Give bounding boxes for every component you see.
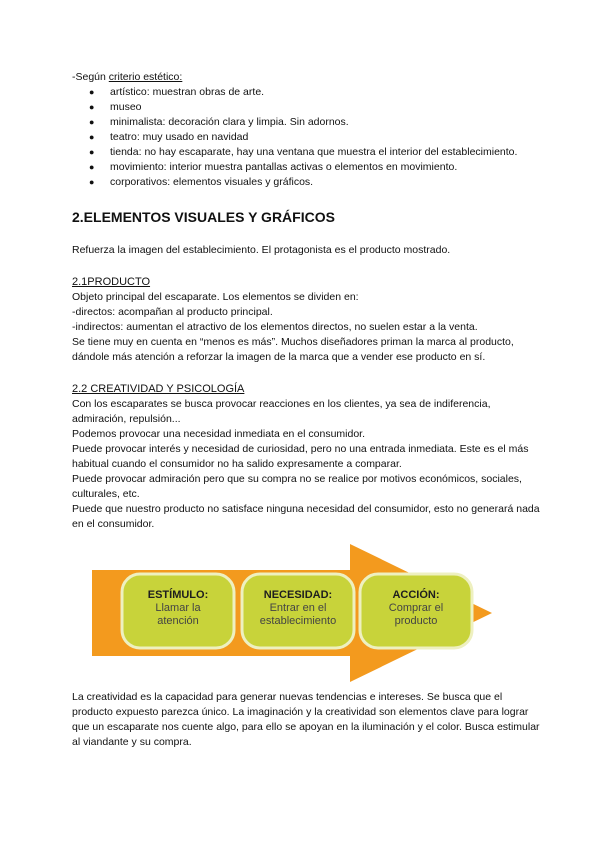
box-line: Entrar en el	[269, 602, 327, 614]
list-item	[72, 130, 542, 145]
box-line: producto	[394, 615, 438, 627]
list-item-text: corporativos: elementos visuales y gráficos.	[110, 176, 314, 188]
list-item-text: minimalista: decoración clara y limpia. Sin adornos.	[110, 116, 349, 128]
list-item	[72, 145, 542, 160]
section-2-1-line: Objeto principal del escaparate. Los elementos se dividen en:	[72, 291, 359, 303]
diagram-box-estimulo	[126, 578, 230, 644]
bullet-icon: ●	[89, 102, 95, 112]
section-2-intro: Refuerza la imagen del establecimiento. El protagonista es el producto mostrado.	[72, 244, 451, 256]
list-item-text: teatro: muy usado en navidad	[110, 131, 249, 143]
box-line: atención	[157, 615, 199, 627]
bullet-icon: ●	[89, 147, 95, 157]
section-2-1-line: -indirectos: aumentan el atractivo de los elementos directos, no suelen estar a la venta.	[72, 321, 478, 333]
section-2-1-heading: 2.1PRODUCTO	[72, 276, 151, 288]
stimulus-action-diagram	[72, 544, 542, 682]
criterio-prefix: -Según	[72, 71, 109, 83]
section-2-1-line: Se tiene muy en cuenta en “menos es más”. Muchos diseñadores priman la marca al producto, dándole más atención a reforzar la imagen de la marca que a vender ese producto en sí.	[72, 336, 514, 363]
box-line: establecimiento	[259, 615, 337, 627]
section-2-2-line: Podemos provocar una necesidad inmediata en el consumidor.	[72, 428, 366, 440]
box-title: ACCIÓN:	[392, 589, 440, 601]
diagram-box-accion	[364, 578, 468, 644]
list-item	[72, 85, 542, 100]
bullet-icon: ●	[89, 177, 95, 187]
section-2-2-line: Con los escaparates se busca provocar reacciones en los clientes, ya sea de indiferencia, admiración, repulsión...	[72, 398, 491, 425]
section-2-heading: 2.ELEMENTOS VISUALES Y GRÁFICOS	[72, 209, 335, 225]
box-title: ESTÍMULO:	[147, 589, 209, 601]
list-item	[72, 175, 542, 190]
criterio-underlined: criterio estético:	[108, 71, 183, 83]
box-line: Comprar el	[388, 602, 444, 614]
list-item-text: tienda: no hay escaparate, hay una ventana que muestra el interior del establecimiento.	[110, 146, 518, 158]
closing-paragraph: La creatividad es la capacidad para generar nuevas tendencias e intereses. Se busca que el producto expuesto parezca único. La imaginación y la creatividad son elementos clave para lograr que un escaparate nos cuente algo, para ello se apoyan en la iluminación y el color. Busca estimular al viandante y su compra.	[72, 691, 540, 748]
criterio-heading	[72, 70, 542, 85]
box-line: Llamar la	[155, 602, 201, 614]
section-2-2-line: Puede provocar admiración pero que su compra no se realice por motivos económicos, sociales, culturales, etc.	[72, 473, 522, 500]
box-title: NECESIDAD:	[263, 589, 333, 601]
list-item	[72, 100, 542, 115]
document-page	[72, 70, 542, 750]
bullet-icon: ●	[89, 117, 95, 127]
list-item-text: movimiento: interior muestra pantallas activas o elementos en movimiento.	[110, 161, 458, 173]
bullet-icon: ●	[89, 132, 95, 142]
list-item	[72, 115, 542, 130]
section-2-2-heading: 2.2 CREATIVIDAD Y PSICOLOGÍA	[72, 383, 245, 395]
list-item	[72, 160, 542, 175]
bullet-icon: ●	[89, 87, 95, 97]
diagram-box-necesidad	[246, 578, 350, 644]
list-item-text: museo	[110, 101, 142, 113]
section-2-1-line: -directos: acompañan al producto principal.	[72, 306, 273, 318]
section-2-2-line: Puede que nuestro producto no satisface ninguna necesidad del consumidor, esto no generará nada en el consumidor.	[72, 503, 540, 530]
list-item-text: artístico: muestran obras de arte.	[110, 86, 265, 98]
section-2-2-line: Puede provocar interés y necesidad de curiosidad, pero no una entrada inmediata. Este es el más habitual cuando el consumidor no ha salido expresamente a comparar.	[72, 443, 529, 470]
bullet-icon: ●	[89, 162, 95, 172]
criterio-list	[72, 85, 542, 190]
